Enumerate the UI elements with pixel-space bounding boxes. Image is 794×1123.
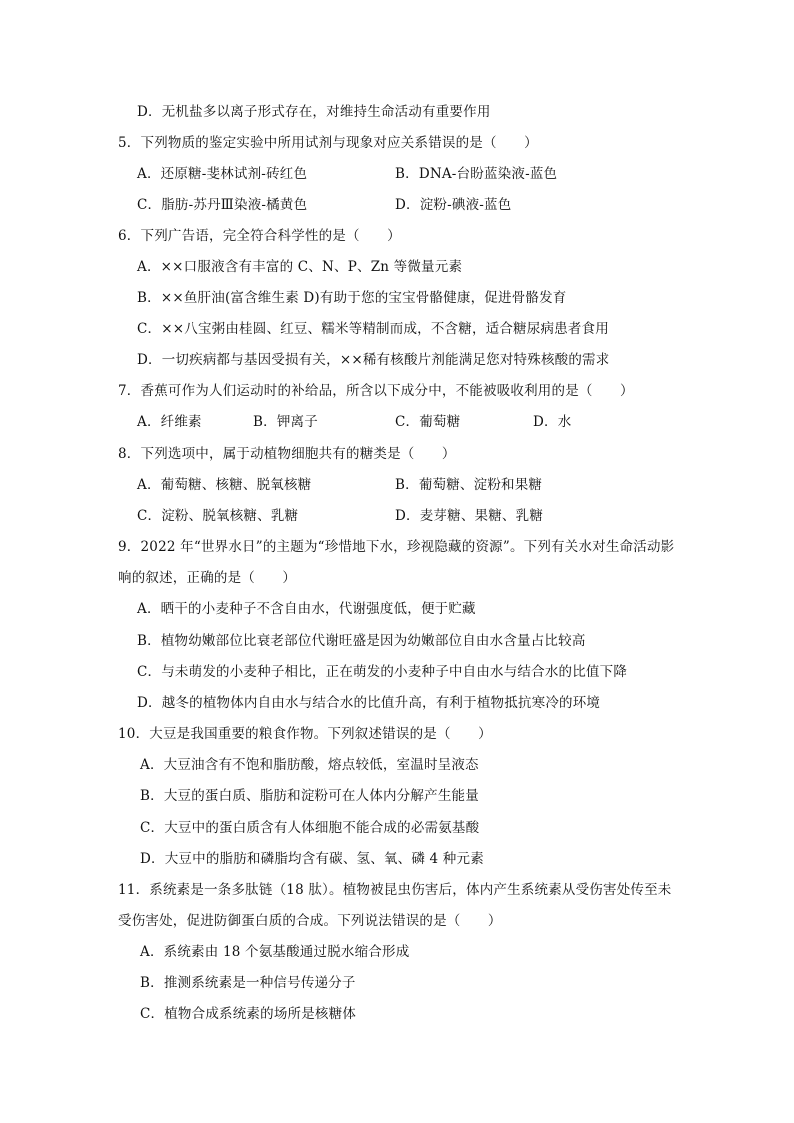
- q9-option-a: A．晒干的小麦种子不含自由水，代谢强度低，便于贮藏: [137, 601, 476, 617]
- q10-option-d: D．大豆中的脂肪和磷脂均含有碳、氢、氧、磷 4 种元素: [140, 851, 484, 867]
- q6-option-b: B．××鱼肝油(富含维生素 D)有助于您的宝宝骨骼健康，促进骨骼发育: [137, 290, 567, 306]
- q5-stem: 5．下列物质的鉴定实验中所用试剂与现象对应关系错误的是（ ）: [118, 135, 538, 151]
- q6-stem: 6．下列广告语，完全符合科学性的是（ ）: [118, 228, 401, 244]
- q4-option-d: D．无机盐多以离子形式存在，对维持生命活动有重要作用: [137, 104, 491, 120]
- q6-option-c: C．××八宝粥由桂圆、红豆、糯米等精制而成，不含糖，适合糖尿病患者食用: [137, 321, 609, 337]
- q7-option-d: D．水: [533, 414, 572, 430]
- q8-stem: 8．下列选项中，属于动植物细胞共有的糖类是（ ）: [118, 446, 456, 462]
- q10-option-b: B．大豆的蛋白质、脂肪和淀粉可在人体内分解产生能量: [140, 788, 479, 804]
- q7-option-a: A．纤维素: [137, 414, 202, 430]
- q8-option-d: D．麦芽糖、果糖、乳糖: [395, 508, 544, 524]
- q10-option-c: C．大豆中的蛋白质含有人体细胞不能合成的必需氨基酸: [140, 820, 480, 836]
- q5-option-d: D．淀粉-碘液-蓝色: [395, 197, 512, 213]
- q9-option-c: C．与未萌发的小麦种子相比，正在萌发的小麦种子中自由水与结合水的比值下降: [137, 664, 628, 680]
- q6-option-d: D．一切疾病都与基因受损有关，××稀有核酸片剂能满足您对特殊核酸的需求: [137, 352, 610, 368]
- q5-option-c: C．脂肪-苏丹Ⅲ染液-橘黄色: [137, 197, 308, 213]
- q9-option-b: B．植物幼嫩部位比衰老部位代谢旺盛是因为幼嫩部位自由水含量占比较高: [137, 633, 586, 649]
- q9-stem-line-2: 响的叙述，正确的是（ ）: [118, 570, 297, 586]
- q6-option-a: A．××口服液含有丰富的 C、N、P、Zn 等微量元素: [137, 259, 463, 275]
- q11-stem-line-1: 11．系统素是一条多肽链（18 肽）。植物被昆虫伤害后，体内产生系统素从受伤害处传至未: [118, 882, 672, 898]
- q11-option-b: B．推测系统素是一种信号传递分子: [140, 975, 356, 991]
- q7-option-b: B．钾离子: [253, 414, 318, 430]
- q10-option-a: A．大豆油含有不饱和脂肪酸，熔点较低，室温时呈液态: [140, 757, 479, 773]
- q5-option-b: B．DNA-台盼蓝染液-蓝色: [395, 166, 558, 182]
- q8-option-a: A．葡萄糖、核糖、脱氧核糖: [137, 477, 312, 493]
- q8-option-c: C．淀粉、脱氧核糖、乳糖: [137, 508, 299, 524]
- q11-option-a: A．系统素由 18 个氨基酸通过脱水缩合形成: [140, 944, 410, 960]
- q10-stem: 10．大豆是我国重要的粮食作物。下列叙述错误的是（ ）: [118, 726, 492, 742]
- q5-option-a: A．还原糖-斐林试剂-砖红色: [137, 166, 308, 182]
- q11-stem-line-2: 受伤害处，促进防御蛋白质的合成。下列说法错误的是（ ）: [118, 913, 502, 929]
- q7-option-c: C．葡萄糖: [395, 414, 461, 430]
- q11-option-c: C．植物合成系统素的场所是核糖体: [140, 1006, 357, 1022]
- q7-stem: 7．香蕉可作为人们运动时的补给品，所含以下成分中，不能被吸收利用的是（ ）: [118, 383, 634, 399]
- q8-option-b: B．葡萄糖、淀粉和果糖: [395, 477, 543, 493]
- q9-stem-line-1: 9．2022 年“世界水日”的主题为“珍惜地下水，珍视隐藏的资源”。下列有关水对生命活动影: [118, 539, 675, 555]
- q9-option-d: D．越冬的植物体内自由水与结合水的比值升高，有利于植物抵抗寒冷的环境: [137, 695, 601, 711]
